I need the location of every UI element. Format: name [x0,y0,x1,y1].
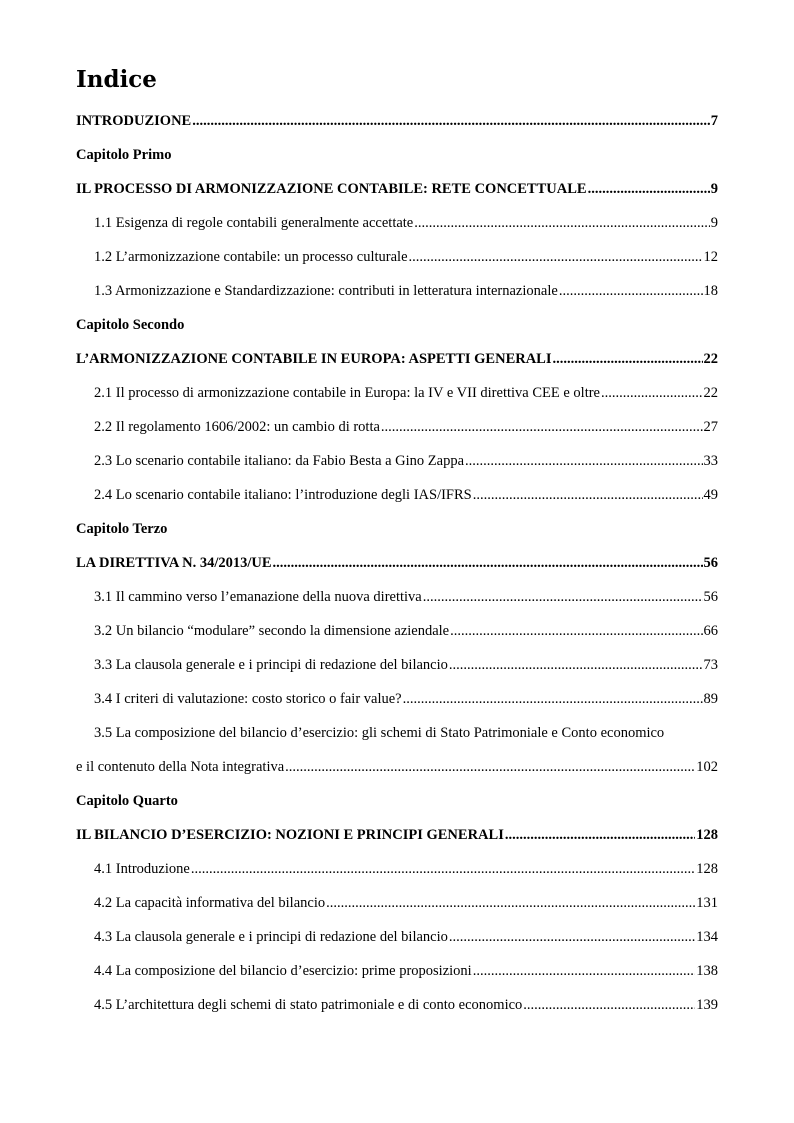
toc-entry[interactable] [76,410,718,444]
toc-page-number: 128 [696,861,718,877]
dot-leader [191,861,695,878]
toc-entry[interactable] [76,648,718,682]
dot-leader [414,215,710,232]
toc-entry[interactable] [76,274,718,308]
toc-entry[interactable] [76,614,718,648]
toc-page-number: 56 [703,589,718,605]
dot-leader [553,351,703,368]
toc-page-number: 27 [703,419,718,435]
toc-entry-label: INTRODUZIONE [76,113,192,129]
toc-entry-label: 3.3 La clausola generale e i principi di redazione del bilancio [94,657,448,673]
dot-leader [192,113,710,130]
toc-page-number: 56 [703,555,718,571]
toc-page-number: 102 [696,759,718,775]
toc-entry-label: 1.1 Esigenza di regole contabili generalmente accettate [94,215,414,231]
toc-page-number: 49 [703,487,718,503]
toc-page-number: 7 [710,113,718,129]
toc-page-number: 134 [696,929,718,945]
toc-page-number: 18 [703,283,718,299]
dot-leader [285,759,695,776]
toc-entry[interactable] [76,682,718,716]
chapter-heading: Capitolo Primo [76,147,172,163]
toc-entry-label: IL PROCESSO DI ARMONIZZAZIONE CONTABILE: RETE CONCETTUALE [76,181,587,197]
toc-entry-introduzione[interactable] [76,104,718,138]
toc-entry[interactable] [76,206,718,240]
dot-leader [588,181,710,198]
toc-entry[interactable] [76,886,718,920]
toc-entry-label: e il contenuto della Nota integrativa [76,759,285,775]
toc-entry-label: L’ARMONIZZAZIONE CONTABILE IN EUROPA: ASPETTI GENERALI [76,351,552,367]
toc-page-number: 9 [710,181,718,197]
dot-leader [450,623,702,640]
toc-entry-label: 2.3 Lo scenario contabile italiano: da Fabio Besta a Gino Zappa [94,453,465,469]
toc-entry-label: 3.2 Un bilancio “modulare” secondo la dimensione aziendale [94,623,450,639]
dot-leader [381,419,703,436]
toc-entry[interactable] [76,580,718,614]
toc-entry-chapter-title[interactable] [76,342,718,376]
toc-page-number: 33 [703,453,718,469]
toc-page-number: 138 [696,963,718,979]
toc-entry-label: 4.5 L’architettura degli schemi di stato patrimoniale e di conto economico [94,997,523,1013]
toc-entry-chapter-title[interactable] [76,172,718,206]
dot-leader [523,997,695,1014]
toc-page-number: 9 [710,215,718,231]
toc-page-number: 89 [703,691,718,707]
toc-entry-label: 2.2 Il regolamento 1606/2002: un cambio di rotta [94,419,380,435]
toc-entry-label: 4.4 La composizione del bilancio d’esercizio: prime proposizioni [94,963,472,979]
chapter-heading: Capitolo Quarto [76,793,178,809]
toc-entry[interactable] [76,988,718,1022]
toc-page-number: 22 [703,351,718,367]
toc-entry[interactable] [76,376,718,410]
dot-leader [273,555,703,572]
toc-entry-label: 2.1 Il processo di armonizzazione contabile in Europa: la IV e VII direttiva CEE e oltre [94,385,600,401]
toc-entry-label: 1.3 Armonizzazione e Standardizzazione: contributi in letteratura internazionale [94,283,558,299]
toc-entry-wrapped-line1[interactable]: 3.5 La composizione del bilancio d’esercizio: gli schemi di Stato Patrimoniale e Conto economico [94,725,665,741]
dot-leader [403,691,703,708]
chapter-heading: Capitolo Secondo [76,317,185,333]
toc-page-number: 73 [703,657,718,673]
dot-leader [449,657,703,674]
toc-entry-wrapped-line2[interactable] [76,750,718,784]
toc-entry-label: 2.4 Lo scenario contabile italiano: l’introduzione degli IAS/IFRS [94,487,472,503]
toc-entry-chapter-title[interactable] [76,546,718,580]
toc-entry-chapter-title[interactable] [76,818,718,852]
page-title: Indice [76,66,157,93]
dot-leader [473,963,696,980]
toc-page-number: 66 [703,623,718,639]
dot-leader [423,589,703,606]
toc-entry-label: IL BILANCIO D’ESERCIZIO: NOZIONI E PRINCIPI GENERALI [76,827,504,843]
toc-entry-label: 3.1 Il cammino verso l’emanazione della nuova direttiva [94,589,422,605]
dot-leader [409,249,703,266]
dot-leader [326,895,695,912]
toc-entry-label: 4.3 La clausola generale e i principi di redazione del bilancio [94,929,448,945]
dot-leader [559,283,703,300]
dot-leader [473,487,703,504]
toc-entry[interactable] [76,240,718,274]
toc-page-number: 12 [703,249,718,265]
dot-leader [505,827,695,844]
dot-leader [449,929,695,946]
toc-entry-label: 4.2 La capacità informativa del bilancio [94,895,326,911]
toc-entry-label: 1.2 L’armonizzazione contabile: un processo culturale [94,249,408,265]
toc-entry[interactable] [76,478,718,512]
toc-page-number: 22 [703,385,718,401]
toc-entry-label: LA DIRETTIVA N. 34/2013/UE [76,555,272,571]
toc-page-number: 128 [696,827,718,843]
toc-entry[interactable] [76,954,718,988]
toc-entry[interactable] [76,444,718,478]
toc-page-number: 131 [696,895,718,911]
toc-entry[interactable] [76,852,718,886]
table-of-contents [76,104,718,1022]
toc-entry[interactable] [76,920,718,954]
toc-entry-label: 4.1 Introduzione [94,861,190,877]
dot-leader [465,453,702,470]
chapter-heading: Capitolo Terzo [76,521,168,537]
toc-page-number: 139 [696,997,718,1013]
toc-entry-label: 3.4 I criteri di valutazione: costo storico o fair value? [94,691,402,707]
dot-leader [601,385,703,402]
